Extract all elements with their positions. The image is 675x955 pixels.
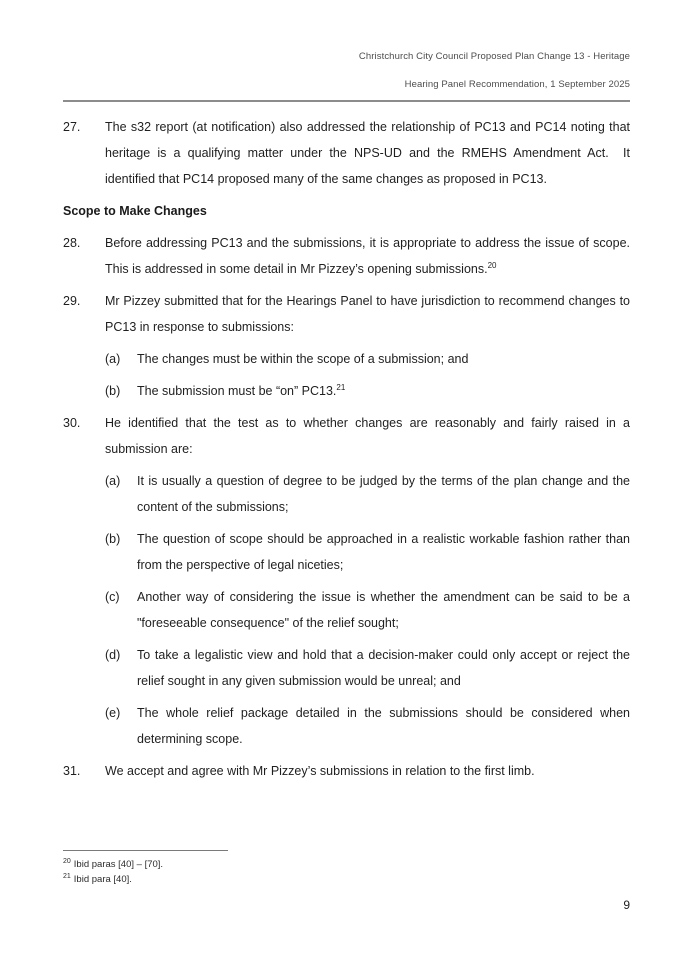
page-number: 9 (623, 898, 630, 912)
list-item-30d (105, 642, 630, 694)
paragraph-text: We accept and agree with Mr Pizzey’s submissions in relation to the first limb. (105, 764, 535, 778)
list-item-30e (105, 700, 630, 752)
list-marker: (b) (105, 532, 121, 546)
paragraph-number: 31. (63, 764, 81, 778)
paragraph-text: Before addressing PC13 and the submissions, it is appropriate to address the issue of scope. This is addressed in some detail in Mr Pizzey’s opening submissions.$^{20}$ (105, 236, 630, 276)
paragraph-31 (63, 758, 630, 784)
section-heading: Scope to Make Changes (63, 204, 207, 218)
paragraph-text: The s32 report (at notification) also addressed the relationship of PC13 and PC14 noting that heritage is a qualifying matter under the NPS-UD and the RMEHS Amendment Act. It identified that PC14 proposed many of the same changes as proposed in PC13. (105, 120, 630, 186)
paragraph-text: Mr Pizzey submitted that for the Hearings Panel to have jurisdiction to recommend changes to PC13 in response to submissions: (105, 294, 630, 334)
footnote-separator (63, 850, 228, 851)
header-divider (63, 100, 630, 102)
list-item-30a (105, 468, 630, 520)
list-item-30b (105, 526, 630, 578)
list-item-text: The question of scope should be approached in a realistic workable fashion rather than from the perspective of legal niceties; (137, 532, 630, 572)
list-item-text: The submission must be “on” PC13.21 (137, 382, 346, 398)
list-item-text: Another way of considering the issue is whether the amendment can be said to be a "foreseeable consequence" of the relief sought; (137, 590, 630, 630)
footnote-text: Ibid paras [40] – [70]. (73, 859, 164, 870)
page-header (63, 51, 630, 91)
paragraph-27 (63, 114, 630, 192)
list-item-text: The whole relief package detailed in the submissions should be considered when determining scope. (137, 706, 630, 746)
list-marker: (b) (105, 384, 121, 398)
list-marker: (a) (105, 352, 121, 366)
footnote-text: Ibid para [40]. (73, 874, 132, 885)
paragraph-29 (63, 288, 630, 340)
list-item-30c (105, 584, 630, 636)
list-marker: (a) (105, 474, 121, 488)
list-item-29b (105, 378, 630, 404)
list-item-text: To take a legalistic view and hold that a decision-maker could only accept or reject the relief sought in any given submission would be unreal; and (137, 648, 630, 688)
list-marker: (d) (105, 648, 121, 662)
list-marker: (c) (105, 590, 120, 604)
header-document-title: Christchurch City Council Proposed Plan Change 13 - Heritage (358, 51, 630, 62)
paragraph-number: 28. (63, 236, 81, 250)
document-body (63, 114, 630, 784)
header-document-subtitle: Hearing Panel Recommendation, 1 September 2025 (404, 79, 630, 90)
footnote-21 (63, 872, 228, 887)
footnote-reference-21: 21 (336, 382, 346, 392)
list-item-text: It is usually a question of degree to be judged by the terms of the plan change and the content of the submissions; (137, 474, 630, 514)
paragraph-text: He identified that the test as to whether changes are reasonably and fairly raised in a submission are: (105, 416, 630, 456)
list-marker: (e) (105, 706, 121, 720)
footnote-number: 20 (63, 857, 71, 865)
footnote-section (63, 850, 228, 887)
list-item-text: The changes must be within the scope of a submission; and (137, 352, 469, 366)
footnote-reference-20: 20 (487, 260, 497, 270)
paragraph-28 (63, 230, 630, 282)
paragraph-number: 29. (63, 294, 81, 308)
paragraph-number: 30. (63, 416, 81, 430)
footnote-number: 21 (63, 872, 71, 880)
paragraph-number: 27. (63, 120, 81, 134)
footnote-20 (63, 857, 228, 872)
paragraph-30 (63, 410, 630, 462)
list-item-29a (105, 346, 630, 372)
